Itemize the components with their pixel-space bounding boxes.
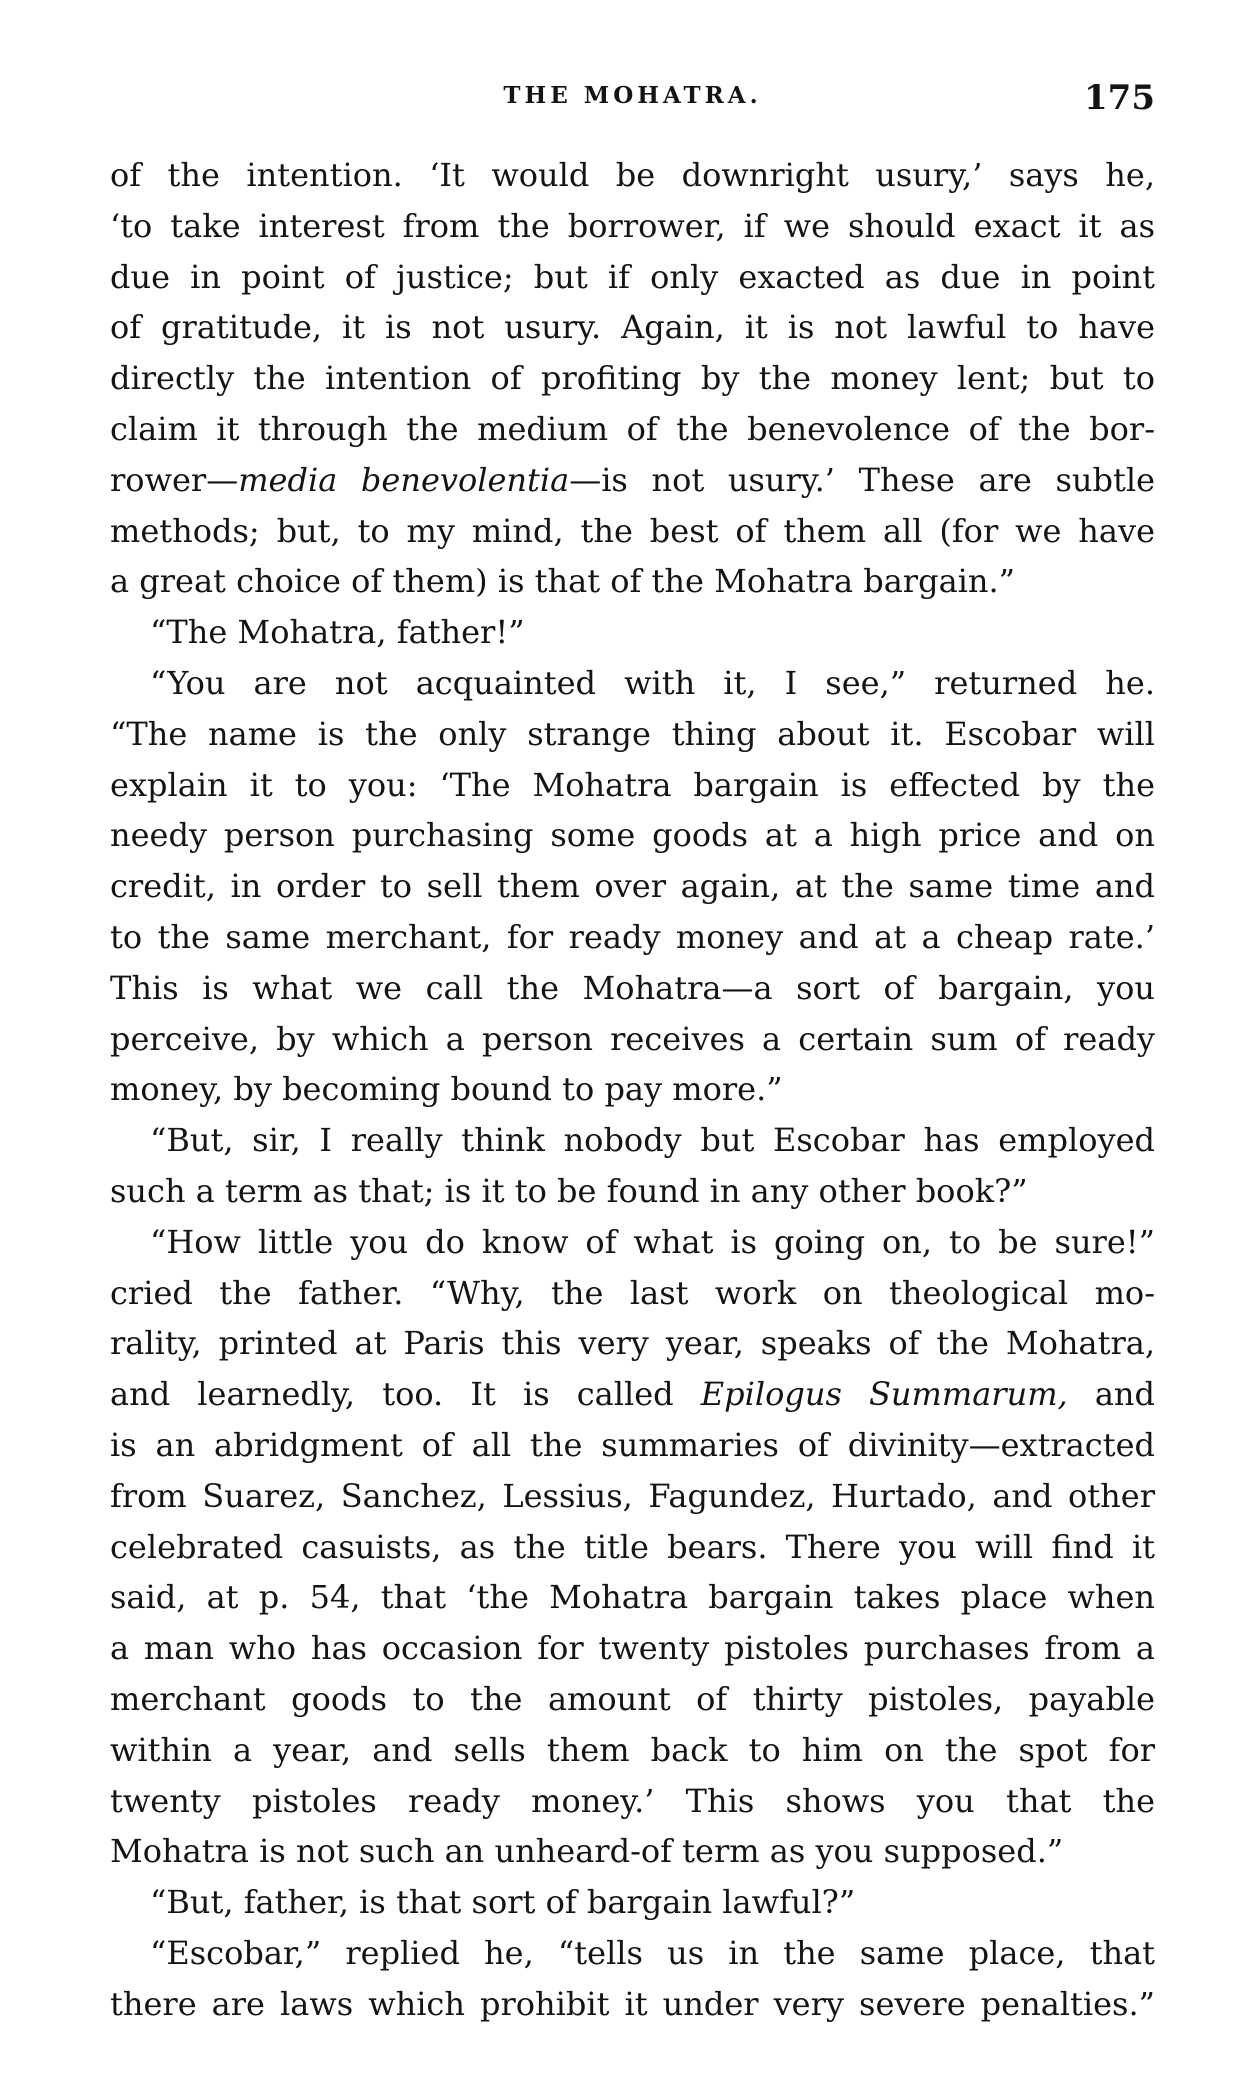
text-line: “But, sir, I really think nobody but Escobar has employed — [150, 1121, 1155, 1160]
running-header — [110, 78, 1155, 122]
text-line: methods; but, to my mind, the best of them all (for we have — [110, 511, 1155, 550]
body-text — [110, 150, 1155, 2029]
text-line: said, at p. 54, that ‘the Mohatra bargain takes place when — [110, 1578, 1155, 1617]
text-line: credit, in order to sell them over again, at the same time and — [110, 867, 1155, 906]
text-line: money, by becoming bound to pay more.” — [110, 1070, 783, 1109]
text-line — [110, 1369, 1155, 1420]
text-line: a man who has occasion for twenty pistoles purchases from a — [110, 1629, 1155, 1668]
page-number: 175 — [1084, 78, 1155, 118]
running-title: THE MOHATRA. — [503, 82, 762, 109]
text-line: directly the intention of profiting by the money lent; but to — [110, 359, 1155, 398]
text-line: from Suarez, Sanchez, Lessius, Fagundez, Hurtado, and other — [110, 1476, 1155, 1515]
text-line: needy person purchasing some goods at a high price and on — [110, 816, 1155, 855]
italic-book-title: Epilogus Summarum, — [700, 1375, 1068, 1414]
text-line: “Escobar,” replied he, “tells us in the same place, that — [150, 1933, 1155, 1972]
text-line: of the intention. ‘It would be downright usury,’ says he, — [110, 156, 1155, 194]
text-line: is an abridgment of all the summaries of divinity—extracted — [110, 1425, 1155, 1464]
text-line: of gratitude, it is not usury. Again, it is not lawful to have — [110, 308, 1155, 347]
text-line: rality, printed at Paris this very year, speaks of the Mohatra, — [110, 1324, 1155, 1363]
text-line: within a year, and sells them back to him on the spot for — [110, 1730, 1155, 1769]
text-line: claim it through the medium of the benevolence of the bor- — [110, 409, 1155, 448]
text-line: such a term as that; is it to be found in any other book?” — [110, 1171, 1028, 1210]
text-line: merchant goods to the amount of thirty pistoles, payable — [110, 1679, 1155, 1718]
text-line: there are laws which prohibit it under very severe penalties.” — [110, 1984, 1155, 2023]
text-line: celebrated casuists, as the title bears. There you will find it — [110, 1527, 1155, 1566]
text-line: “The name is the only strange thing about it. Escobar will — [110, 714, 1155, 753]
text-segment: and — [1094, 1375, 1156, 1414]
text-segment: —is not usury.’ These are subtle — [569, 460, 1156, 499]
text-line — [110, 455, 1155, 506]
text-line: “You are not acquainted with it, I see,” returned he. — [150, 663, 1155, 702]
text-line: a great choice of them) is that of the Mohatra bargain.” — [110, 562, 1016, 601]
italic-latin-phrase: media benevolentia — [238, 460, 570, 499]
text-line: to the same merchant, for ready money and at a cheap rate.’ — [110, 917, 1155, 956]
text-line: Mohatra is not such an unheard-of term as you supposed.” — [110, 1832, 1064, 1871]
text-segment: rower— — [110, 460, 239, 499]
text-line: due in point of justice; but if only exacted as due in point — [110, 257, 1155, 296]
text-line: ‘to take interest from the borrower, if we should exact it as — [110, 206, 1155, 245]
text-line: explain it to you: ‘The Mohatra bargain is effected by the — [110, 765, 1155, 804]
text-line: “The Mohatra, father!” — [150, 613, 525, 652]
text-line: twenty pistoles ready money.’ This shows you that the — [110, 1781, 1155, 1820]
text-segment: and learnedly, too. It is called — [110, 1375, 674, 1414]
text-line: cried the father. “Why, the last work on theological mo- — [110, 1273, 1155, 1312]
text-line: perceive, by which a person receives a certain sum of ready — [110, 1019, 1155, 1058]
text-line: This is what we call the Mohatra—a sort of bargain, you — [110, 968, 1155, 1007]
text-line: “But, father, is that sort of bargain lawful?” — [150, 1883, 856, 1922]
text-line: “How little you do know of what is going on, to be sure!” — [150, 1222, 1155, 1261]
